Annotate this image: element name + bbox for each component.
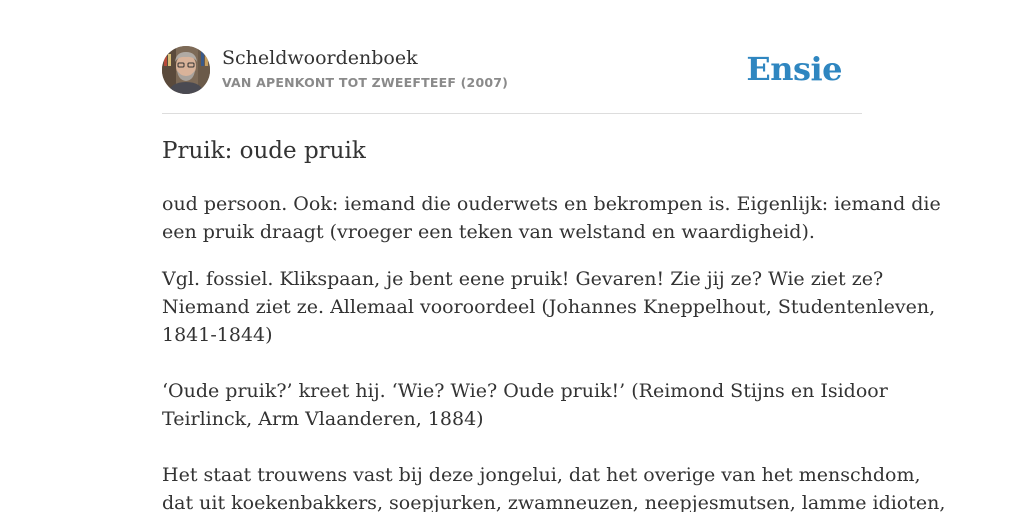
quote-line: Vgl. fossiel. Klikspaan, je bent eene pruik! Gevaren! Zie jij ze? Wie ziet ze? [162,268,884,290]
entry-quote [162,377,888,433]
quote-line: ‘Oude pruik?’ kreet hij. ‘Wie? Wie? Oude pruik!’ (Reimond Stijns en Isidoor [162,380,888,402]
entry-title: Pruik: oude pruik [162,138,366,164]
entry-definition [162,190,941,246]
ensie-logo[interactable]: Ensie [746,50,842,88]
definition-line: oud persoon. Ook: iemand die ouderwets en bekrompen is. Eigenlijk: iemand die [162,193,941,215]
quote-line: 1841-1844) [162,324,273,346]
source-header [162,46,862,96]
header-divider [162,113,862,114]
entry-quote [162,265,936,349]
quote-line: Teirlinck, Arm Vlaanderen, 1884) [162,408,484,430]
author-portrait-icon [162,46,210,94]
quote-line: Het staat trouwens vast bij deze jongelui, dat het overige van het menschdom, [162,464,921,486]
quote-line: dat uit koekenbakkers, soepjurken, zwamneuzen, neepjesmutsen, lamme idioten, [162,492,946,512]
entry-card [162,46,946,512]
author-avatar[interactable] [162,46,210,94]
source-subtitle: VAN APENKONT TOT ZWEEFTEEF (2007) [222,75,509,90]
source-title[interactable]: Scheldwoordenboek [222,47,418,69]
definition-line: een pruik draagt (vroeger een teken van welstand en waardigheid). [162,221,815,243]
entry-quote [162,461,946,512]
quote-line: Niemand ziet ze. Allemaal vooroordeel (Johannes Kneppelhout, Studentenleven, [162,296,936,318]
